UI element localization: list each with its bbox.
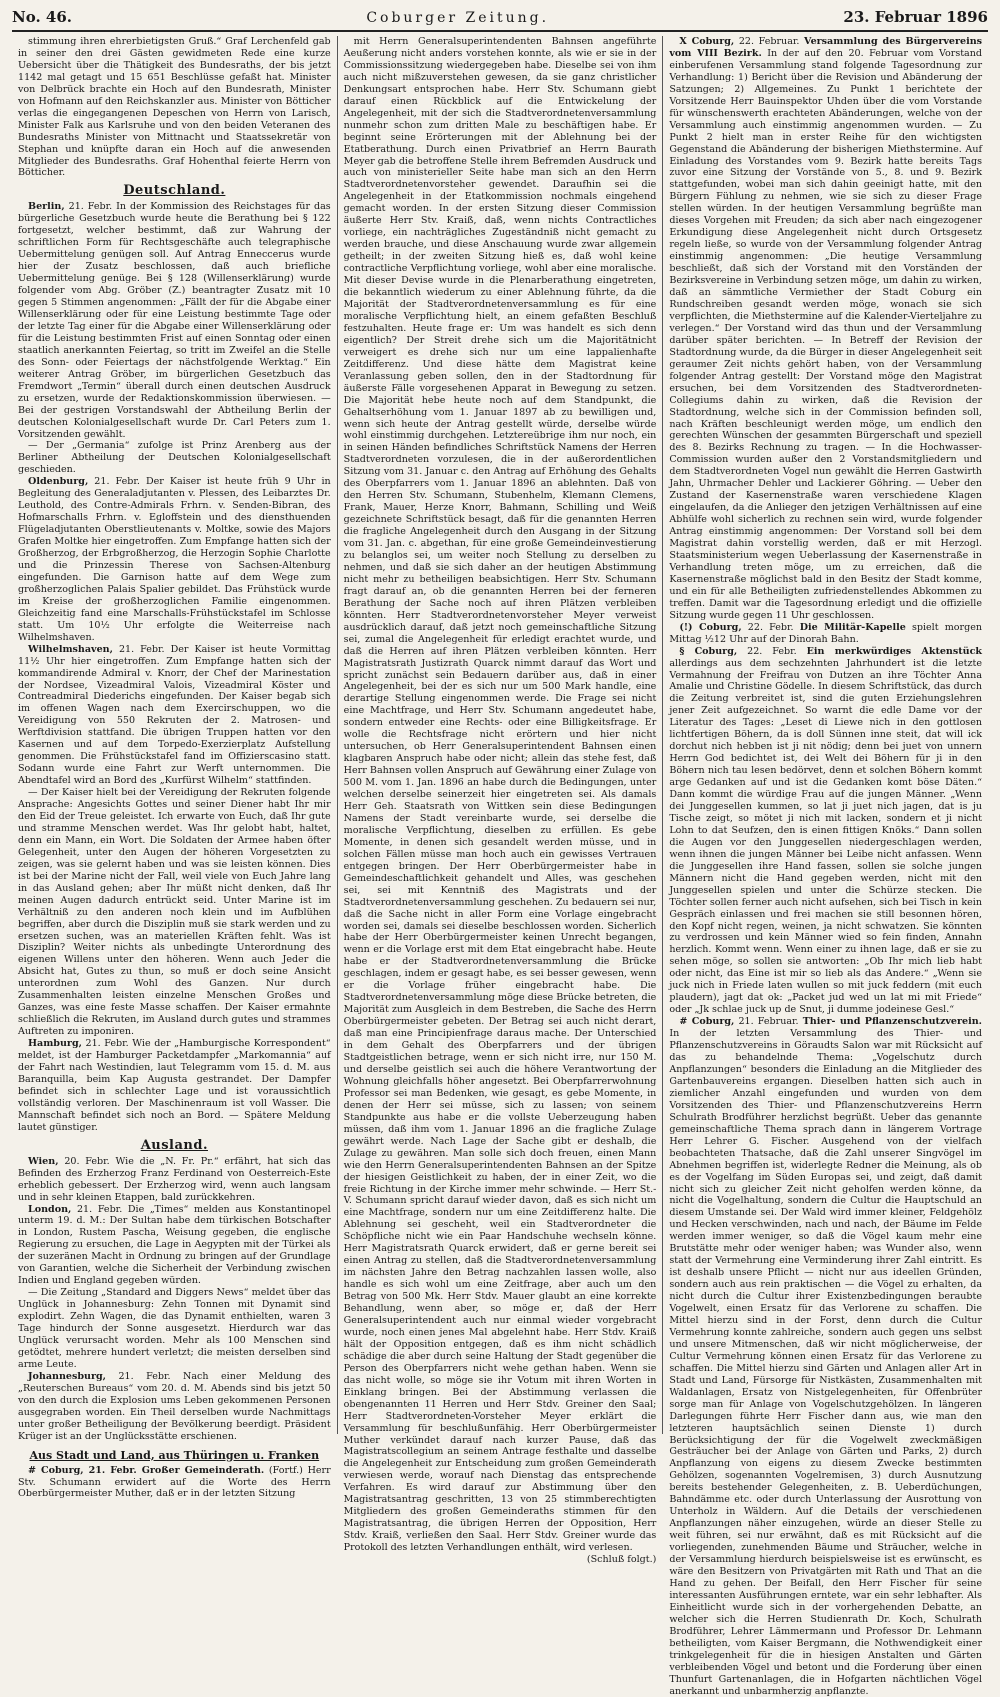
masthead	[12, 8, 988, 32]
paragraph: # Coburg, 21. Febr. Großer Gemeinderath. (Fortf.) Herr Stv. Schumann erwidert auf die Worte des Herrn Oberbürgermeister Muther, daß er in der letzten Sitzung	[18, 1464, 331, 1500]
dateline: (!) Coburg,	[679, 621, 742, 633]
paragraph: # Coburg, 21. Februar. Thier- und Pflanzenschutzverein. In der letzten Versammlung des Thier- und Pflanzenschutzvereins in Göraudts Salon war mit Rücksicht auf das zu behandelnde Thema: „Vogelschutz durch Anpflanzungen“ besonders die Einladung an die Mitglieder des Gartenbauvereins ergangen. Dieselben hatten sich auch in ziemlicher Anzahl eingefunden und wurden von dem Vorsitzenden des Thier- und Pflanzenschutzvereins Herrn Schulrath Brodführer herzlichst begrüßt. Ueber das genannte gemeinschaftliche Thema sprach dann in längerem Vortrage Herr Lehrer G. Fischer. Ausgehend von der vielfach beobachteten Thatsache, daß die Zahl unserer Singvögel im Abnehmen begriffen ist, widerlegte Redner die Meinung, als ob es der Vogelfang im Süden Europas sei, und zeigt, daß damit nicht sich zu gleicher Zeit nicht geholfen werden könne, da nicht die Vogelhaltung, sondern die Cultur die Hauptschuld an diesem Umstande sei. Der Wald wird immer kleiner, Feldgehölz und Hecken verschwinden, nach und nach, der Bäume im Felde werden immer weniger, so daß die Vögel kaum mehr eine Brutstätte mehr oder weniger haben; was Wunder also, wenn statt der Vermehrung eine Verminderung ihrer Zahl eintritt. Es ist deshalb unsere Pflicht — nicht nur aus ideellen Gründen, sondern auch aus rein praktischen — die Vögel zu erhalten, da nicht durch die Cultur ihrer Existenzbedingungen beraubte Vogelwelt, einen Ersatz für das Verlorene zu schaffen. Die Mittel hierzu sind in der Forst, denn durch die Cultur Vermehrung konnte zahlreiche, sondern auch gegen uns selbst und unsere Mitmenschen, daß wir nicht möglicherweise, der Cultur Vermehrung können einen Ersatz für das Verlorene zu schaffen. Die Mittel hierzu sind Gärten und Anlagen aller Art in Stadt und Land, Fürsorge für Nistkästen, Zusammenhalten mit Waldanlagen, Ersatz von Nistgelegenheiten, für Offenbrüter sorge man für Anlage von Vogelschutzgehölzen. In längeren Darlegungen führte Herr Fischer dann aus, wie man den letzteren hauptsächlich seinen Dienste 1) durch Berücksichtigung der für die Vogelwelt zweckmäßigen Gesträucher bei der Anlage von Gärten und Parks, 2) durch Anpflanzung von eigens zu diesem Zwecke bestimmten Gehölzen, sogenannten Vogelremisen, 3) durch Ausnutzung bereits bestehender Gelegenheiten, z. B. Ueberdüchungen, Bahndämme etc. oder durch Unterlassung der Ausrottung von Unterholz in Wäldern. Auf die Details der verschiedenen Anpflanzungen näher einzugehen, würde an dieser Stelle zu weit führen, sei nur erwähnt, daß es mit Rücksicht auf die vorliegenden, zunehmenden Bäume und Sträucher, welche in der Versammlung hierdurch beispielsweise ist es erwünscht, es wäre den Besitzern von Privatgärten mit Rath und That an die Hand zu gehen. Der Beifall, den Herr Fischer für seine interessanten Ausführungen erntete, war ein sehr lebhafter. Als Einheitlicht wurde sich in der vorhergehenden Debatte, an welcher sich die Herren Studienrath Dr. Koch, Schulrath Brodführer, Lehrer Lämmermann und Professor Dr. Lehmann betheiligten, vom Kaiser Bergmann, die Nothwendigkeit einer trinkgelegenheit für die in hiesigen Anstalten und Gärten verbleibenden Vögel und betont und die Forderung über einen Thunfurt Gartenanlagen, die in Hofgarten nächtlichen Vögel anerkannt und unbarmherzig anpflanzte.	[669, 1016, 983, 1697]
paragraph: London, 21. Febr. Die „Times“ melden aus Konstantinopel unterm 19. d. M.: Der Sultan habe dem türkischen Botschafter in London, Rustem Pascha, Weisung gegeben, die englische Regierung zu ersuchen, die Lage in Aegypten mit der Türkei als der suzeränen Macht in Ordnung zu bringen auf der Grundlage von Garantien, welche die Sicherheit der Verbindung zwischen Indien und England gegeben würden.	[18, 1203, 331, 1287]
dateline: # Coburg, 21. Febr. Großer Gemeinderath.	[28, 1464, 265, 1476]
paragraph: Wilhelmshaven, 21. Febr. Der Kaiser ist heute Vormittag 11½ Uhr hier eingetroffen. Zum Empfange hatten sich der kommandirende Admiral v. Knorr, der Chef der Marinestation der Nordsee, Vizeadmiral Valois, Vizeadmiral Köster und Contreadmiral Diederichs eingefunden. Der Kaiser begab sich im offenen Wagen nach dem Exercirschuppen, wo die Vereidigung von 550 Rekruten der 2. Matrosen- und Werftdivision stattfand. Die übrigen Truppen hatten vor den Kasernen und auf dem Torpedo-Exerzierplatz Aufstellung genommen. Die Frühstückstafel fand im Offizierscasino statt. Sodann wurde eine Fahrt zur Werft unternommen. Die Abendtafel wird an Bord des „Kurfürst Wilhelm“ stattfinden.	[18, 643, 331, 787]
article-title: Versammlung des Bürgervereins vom VIII Bezirk.	[669, 36, 983, 59]
paragraph: Oldenburg, 21. Febr. Der Kaiser ist heute früh 9 Uhr in Begleitung des Generaladjutanten v. Plessen, des Leibarztes Dr. Leuthold, des Contre-Admirals Frhrn. v. Senden-Bibran, des Hofmarschalls Frhrn. v. Egloffstein und des diensthuenden Flügeladjutanten Oberstlieutenants v. Moltke, sowie des Majors Grafen Moltke hier eingetroffen. Zum Empfange hatten sich der Großherzog, der Erbgroßherzog, die Herzogin Sophie Charlotte und die Prinzessin Therese von Sachsen-Altenburg eingefunden. Die Garnison hatte auf dem Wege zum großherzoglichen Palais Spalier gebildet. Das Frühstück wurde im Kreise der großherzoglichen Familie eingenommen. Gleichzeitig fand eine Marschalls-Frühstückstafel im Schlosse statt. Um 10½ Uhr erfolgte die Weiterreise nach Wilhelmshaven.	[18, 476, 331, 643]
dateline: # Coburg,	[679, 1016, 735, 1028]
dateline: Wien,	[28, 1155, 59, 1167]
dateline: § Coburg,	[679, 645, 738, 657]
paragraph: — Die Zeitung „Standard and Diggers News“ meldet über das Unglück in Johannesburg: Zehn Tonnen mit Dynamit sind explodirt. Zehn Wagen, die das Dynamit enthielten, waren 3 Tage hindurch der Sonne ausgesetzt. Hierdurch war das Unglück verursacht worden. Mehr als 100 Menschen sind getödtet, mehrere hundert verletzt; die meisten derselben sind arme Leute.	[18, 1287, 331, 1370]
section-heading-deutschland: Deutschland.	[123, 183, 226, 199]
dateline: Hamburg,	[28, 1038, 82, 1050]
article-title: Die Militär-Kapelle	[799, 621, 906, 633]
page-number: No. 46.	[12, 8, 72, 26]
paragraph: (!) Coburg, 22. Febr. Die Militär-Kapelle spielt morgen Mittag ½12 Uhr auf der Dinorah Bahn.	[669, 621, 983, 645]
dateline: Berlin,	[28, 201, 65, 213]
dateline: Johannesburg,	[28, 1370, 106, 1382]
dateline: Wilhelmshaven,	[28, 643, 113, 655]
continuation-note: (Schluß folgt.)	[586, 1554, 657, 1566]
paragraph: X Coburg, 22. Februar. Versammlung des Bürgervereins vom VIII Bezirk. In der auf den 20. Februar vom Vorstand einberufenen Versammlung stand folgende Tagesordnung zur Verhandlung: 1) Bericht über die Revision und Abänderung der Satzungen; 2) Allgemeines. Zu Punkt 1 berichtete der Vorsitzende Herr Bauinspektor Uhden über die vom Vorstande für wünschenswerth erachteten Abänderungen, welche von der Versammlung auch einstimmig angenommen wurden. — Zu Punkt 2 hielt man in erster Reihe für den wichtigsten Gegenstand die Abänderung der bisherigen Miethstermine. Auf Einladung des Vorstandes vom 9. Bezirk hatte bereits Tags zuvor eine Sitzung der Vorstände von 5., 8. und 9. Bezirk stattgefunden, wobei man sich dahin geeinigt hatte, mit den Bürgern Fühlung zu nehmen, wie sie sich zu dieser Frage stellen würden. In der heutigen Versammlung begrüßte man dieses Vorgehen mit Freuden; da sich aber nach eingezogener Erkundigung diese Angelegenheit nicht durch Ortsgesetz regeln ließe, so wurde von der Versammlung folgender Antrag einstimmig angenommen: „Die heutige Versammlung beschließt, daß sich der Vorstand mit den Vorständen der Bezirksvereine in Verbindung setzen möge, um dahin zu wirken, daß an sämmtliche Vermiether der Stadt Coburg ein Rundschreiben gesandt werden möge, wonach sie sich verpflichten, die Miethstermine auf die Kalender-Vierteljahre zu verlegen.“ Der Vorstand wird das thun und der Versammlung darüber später berichten. — In Betreff der Revision der Stadtordnung wurde, da die Bürger in dieser Angelegenheit seit geraumer Zeit nichts gehört haben, von der Versammlung folgender Antrag gestellt: Der Vorstand möge den Magistrat ersuchen, bei dem Vorsitzenden des Stadtverordneten-Collegiums dahin zu wirken, daß die Revision der Stadtordnung, welche sich in der Commission befinden soll, nach Kräften beschleunigt werden möge, um endlich den gerechten Wünschen der gesammten Bürgerschaft und speziell des 8. Bezirks Rechnung zu tragen. — In die Hochwasser-Commission wurden außer den 2 Vorstandsmitgliedern und dem Stadtverordneten Vogel nun gewählt die Herren Gastwirth Jahn, Uhrmacher Dehler und Lackierer Göhring. — Ueber den Zustand der Kasernenstraße waren verschiedene Klagen eingelaufen, da die Anlieger den jetzigen Verhältnissen auf eine Abhülfe wohl sicherlich zu rechnen sein wird, wurde folgender Antrag einstimmig angenommen: Der Vorstand soll bei dem Magistrat dahin vorstellig werden, daß er mit Herzogl. Staatsministerium wegen Ueberlassung der Kasernenstraße in Verhandlung treten möge, um zu erreichen, daß die Kasernenstraße möglichst bald in den Besitz der Stadt komme, und ein für alle Betheiligten zufriedenstellendes Abkommen zu treffen. Damit war die Tagesordnung erledigt und die offizielle Sitzung wurde gegen 11 Uhr geschlossen.	[669, 36, 983, 621]
paragraph: Johannesburg, 21. Febr. Nach einer Meldung des „Reuterschen Bureaus“ vom 20. d. M. Abends sind bis jetzt 50 von den durch die Explosion ums Leben gekommenen Personen ausgegraben worden. Ein Theil derselben wurde Nachmittags unter großer Betheiligung der Bevölkerung beerdigt. Präsident Krüger ist an der Unglücksstätte erschienen.	[18, 1370, 331, 1442]
issue-date: 23. Februar 1896	[843, 8, 988, 26]
column-3	[662, 36, 988, 1697]
paragraph: Hamburg, 21. Febr. Wie der „Hamburgische Korrespondent“ meldet, ist der Hamburger Packetdampfer „Markomannia“ auf der Fahrt nach Westindien, laut Telegramm vom 15. d. M. aus Baranquilla, beim Kap Augusta gestrandet. Der Dampfer befindet sich in schlechter Lage und ist voraussichtlich vollständig verloren. Der Maschinenraum ist voll Wasser. Die Mannschaft befindet sich noch an Bord. — Spätere Meldung lautet günstiger.	[18, 1038, 331, 1133]
paragraph: Wien, 20. Febr. Wie die „N. Fr. Pr.“ erfährt, hat sich das Befinden des Erzherzog Franz Ferdinand von Oesterreich-Este erheblich gebessert. Der Erzherzog wird, wenn auch langsam und in sehr kleinen Etappen, bald zurückkehren.	[18, 1155, 331, 1203]
newspaper-title: Coburger Zeitung.	[366, 10, 550, 26]
paragraph: Berlin, 21. Febr. In der Kommission des Reichstages für das bürgerliche Gesetzbuch wurde heute die Berathung bei § 122 fortgesetzt, welcher bestimmt, daß zur Wahrung der schriftlichen Form für Rechtsgeschäfte auch telegraphische Uebermittelung genügen soll. Auf Antrag Enneccerus wurde hier der Zusatz beschlossen, daß auch briefliche Uebermittelung genüge. Bei § 128 (Willenserklärung) wurde folgender vom Abg. Gröber (Z.) beantragter Zusatz mit 10 gegen 5 Stimmen angenommen: „Fällt der für die Abgabe einer Willenserklärung oder für eine Leistung bestimmte Tage oder der letzte Tag einer für die Abgabe einer Willenserklärung oder für die Leistung bestimmten Frist auf einen Sonntag oder einen staatlich anerkannten Feiertag, so tritt im Zweifel an die Stelle des Sonn- oder Feiertags der nächstfolgende Werktag.“ Ein weiterer Antrag Gröber, im bürgerlichen Gesetzbuch das Fremdwort „Termin“ überall durch einen deutschen Ausdruck zu ersetzen, wurde der Redaktionskommission überwiesen. — Bei der gestrigen Vorstandswahl der Abtheilung Berlin der deutschen Kolonialgesellschaft wurde Dr. Carl Peters zum 1. Vorsitzenden gewählt.	[18, 201, 331, 440]
article-title: Thier- und Pflanzenschutzverein.	[802, 1016, 983, 1028]
article-title: Ein merkwürdiges Aktenstück	[806, 645, 983, 657]
paragraph: — Der „Germania“ zufolge ist Prinz Arenberg aus der Berliner Abtheilung der Deutschen Kolonialgesellschaft geschieden.	[18, 440, 331, 476]
column-1	[12, 36, 337, 1500]
paragraph: stimmung ihren ehrerbietigsten Gruß.“ Graf Lerchenfeld gab in seiner den drei Gästen gewidmeten Rede eine kurze Uebersicht über die Thätigkeit des Bundesraths, der bis jetzt 1142 mal getagt und 15 651 Beschlüsse gefaßt hat. Minister von Delbrück brachte ein Hoch auf den Bundesrath, Minister von Hofmann auf den Reichskanzler aus. Minister von Bötticher verlas die eingegangenen Depeschen von Herrn von Larisch, Minister Falk aus Karlsruhe und von den beiden Veteranen des Bundesraths Minister von Mittnacht und Staatssekretär von Stephan und knüpfte daran ein Hoch auf die anwesenden Mitglieder des Bundesraths. Graf Hohenthal feierte Herrn von Bötticher.	[18, 36, 331, 179]
dateline: London,	[28, 1203, 72, 1215]
paragraph: § Coburg, 22. Febr. Ein merkwürdiges Aktenstück allerdings aus dem sechzehnten Jahrhundert ist die letzte Vermahnung der Freifrau von Dutzen an ihre Töchter Anna Amalie und Christine Gödelle. In diesem Schriftstück, das durch die Zeitung verbreitet ist, sind die guten Erziehungslehren jener Zeit aufgezeichnet. So warnt die edle Dame vor der Literatur des Tages: „Leset di Liewe nich in den gottlosen lichtfertigen Böhern, da is doll Sünnen inne steit, dat will ick dorchut nich hebben ist ji nit nödig; denn bei juet von unnern Herrn God bedichtet ist, dei Welt dei Böhern für ji in den Böhern nich tau lesen bedörvet, denn et solchen Böhern kommt arge Gedanken auf und ist die Gedanken komt böse Däten.“ Dann kommt die würdige Frau auf die jungen Männer. „Wenn dei Junggesellen kummen, so lat ji juet nich jagen, dat is ju Tische zeigt, so mötet ji nich mit lacken, sondern et ji nicht Lohn to dat Seufzen, den is einen fittigen Knöks.“ Dann sollen die Augen vor den Junggesellen niedergeschlagen werden, wenn ihnen die jungen Männer bei Leibe nicht anfassen. Wenn die Junggesellen ihre Hand fassen, sollen sie solche jungen Männern nicht die Hand gegeben werden, nicht mit den Junggesellen spielen und unter die Schürze stecken. Die Töchter sollen ferner auch nicht aufsehen, sich bei Tisch in kein Gespräch einlassen und frei machen sie still besonnen hören, den Kopf nicht regen, weinen, ja nicht schwatzen. Sie könnten zu verdrossen und kein Männer wied so fein finden, Annahn herzlich. Kommt wenn. Wenn einer zu ihnen lage, daß er sie zu sehen möge, so sollen sie antworten: „Ob Ihr mich lieb habt oder nicht, das Eine ist mir so lieb als das Andere.“ „Wenn sie juck nich in Friede laten wullen so mit juck feddern (mit euch plaudern), jagt dat ok: „Packet jud wed un lat mi mit Friede“ oder „Jk schlae juck up de Snut, ji dumme jodeinese Gesl.“	[669, 645, 983, 1016]
dateline: Oldenburg,	[28, 476, 89, 488]
dateline: X Coburg,	[679, 36, 735, 47]
column-2	[337, 36, 663, 1566]
paragraph: — Der Kaiser hielt bei der Vereidigung der Rekruten folgende Ansprache: Angesichts Gottes und seiner Diener habt Ihr mir den Eid der Treue geleistet. Ich erwarte von Euch, daß Ihr gute und stramme Menschen werdet. Was Ihr gelobt habt, haltet, denn ein Mann, ein Wort. Die Soldaten der Armee haben öfter Gelegenheit, unter den Augen der höheren Vorgesetzten zu zeigen, was sie gelernt haben und was sie leisten können. Dies ist bei der Marine nicht der Fall, weil viele von Euch Jahre lang in das Ausland gehen; aber Ihr müßt nicht denken, daß Ihr meinen Augen dadurch entrückt seid. Unter Marine ist im Verhältniß zu den anderen noch klein und im Aufblühen begriffen, aber durch die Disziplin muß sie stark werden und zu ersetzen suchen, was an materiellen Kräften fehlt. Was ist Disziplin? Weiter nichts als unbedingte Unterordnung des eigenen Willens unter den höheren. Wenn auch Jeder die Absicht hat, Gutes zu thun, so muß er doch seine Ansicht unterordnen zum Wohl des Ganzen. Nur durch Zusammenhalten leisten einzelne Menschen Großes und Ganzes, was eine feste Masse schaffen. Der Kaiser ermahnte schließlich die Rekruten, im Ausland durch gutes und strammes Auftreten zu imponiren.	[18, 787, 331, 1038]
paragraph: mit Herrn Generalsuperintendenten Bahnsen angeführte Aeußerung nicht anders vorstehen konnte, als wie er sie in der Commissionssitzung wiedergegeben habe. Dieselbe sei von ihm auch nicht mißzuverstehen gewesen, da sie ganz christlicher Denkungsart entsprochen habe. Herr Stv. Schumann giebt darauf einen Rückblick auf die Entwickelung der Angelegenheit, mit der sich die Stadtverordnetenversammlung nunmehr schon zum dritten Male zu beschäftigen habe. Er beginnt seine Erörterungen mit der Ablehnung bei der Etatberathung. Durch einen Privatbrief an Herrn Baurath Meyer gab die betroffene Stelle ihrem Befremden Ausdruck und auch von ministerieller Seite habe man sich an den Herrn Stadtverordnetenvorsteher gewendet. Daraufhin sei die Angelegenheit in der Etatkommission nochmals eingehend gemacht worden. In der ersten Sitzung dieser Commission äußerte Herr Stv. Kraiß, daß, wenn nichts Contractliches vorliege, ein nachträgliches Zugeständniß nicht gemacht zu werden brauche, und diese Anschauung wurde zwar allgemein getheilt; in der zweiten Sitzung hieß es, daß wohl keine contractliche Verpflichtung vorliege, wohl aber eine moralische. Mit dieser Devise wurde in die Plenarberathung eingetreten, die bekanntlich wiederum zu einer Ablehnung führte, da die Majorität der Stadtverordnetenversammlung es für eine moralische Verpflichtung hielt, an einem gefaßten Beschluß festzuhalten. Heute frage er: Um was handelt es sich denn eigentlich? Der Streit drehe sich um die Majoritätnicht verweigert es drehe sich nur um eine lappalienhafte Zeitdifferenz. Und diese hätte dem Magistrat keine Veranlassung geben sollen, den in der Stadtordnung für äußerste Fälle vorgesehenen Apparat in Bewegung zu setzen. Die Majorität hebe heute noch auf dem Standpunkt, die Gehaltserhöhung vom 1. Januar 1897 ab zu bewilligen und, wenn sich heute der Antrag gestellt würde, derselbe würde wohl einstimmig durchgehen. Letztereübrige ihm nur noch, ein in seinen Händen befindliches Schriftstück Namens der Herren Stadtverordneten vorzulesen, die in der außerordentlichen Sitzung vom 31. Januar c. den Antrag auf Erhöhung des Gehalts des Oberpfarrers vom 1. Januar 1896 an ablehnten. Daß von den Herren Stv. Schumann, Stubenhelm, Klemann Clemens, Frank, Mauer, Herze Knorr, Bahmann, Schilling und Weiß gezeichnete Schriftstück besagt, daß für die genannten Herren die fragliche Angelegenheit durch den Ausgang in der Sitzung vom 31. Jan. c. abgethan, für eine große Gemeindeinvestierung zu belanglos sei, um weiter noch Stellung zu derselben zu nehmen, und daß sie sich daher an der heutigen Abstimmung nicht mehr zu betheiligen beabsichtigen. Herr Stv. Schumann fragt darauf an, ob die genannten Herren bei der ferneren Berathung der Sache noch auf ihren Plätzen verbleiben könnten. Herr Stadtverordnetenvorsteher Meyer verweist ausdrücklich darauf, daß jetzt noch gemeinschaftliche Sitzung sei, zumal die Angelegenheit für erledigt erachtet wurde, und daß die Herren auf ihren Plätzen verbleiben könnten. Herr Magistratsrath Justizrath Quarck nimmt darauf das Wort und spricht zunächst sein Bedauern darüber aus, daß in einer Angelegenheit, bei der es sich nur um 500 Mark handle, eine derartige Stellung eingenommen werde. Die Frage sei nicht eine Machtfrage, und Herr Stv. Schumann angedeutet habe, sondern entweder eine Rechts- oder eine Billigkeitsfrage. Er wolle die Rechtsfrage nicht erörtern und hier nicht untersuchen, ob Herr Generalsuperintendent Bahnsen einen klagbaren Anspruch habe oder nicht; allein das stehe fest, daß Herr Bahnsen vollen Anspruch auf Gewährung einer Zulage von 500 M. vom 1. Jan. 1896 an habe durch die Bedingungen, unter welchen derselbe seinerzeit hier eingetreten sei. Als damals Herr Geh. Staatsrath von Wittken sein diese Bedingungen Namens der Stadt vereinbarte wurde, sei derselbe die moralische Verpflichtung, dieselben zu erfüllen. Es gebe Momente, in denen sich gesandelt werden müsse, und in solchen Fällen müsse man hoch auch ein gewisses Vertrauen entgegen bringen. Der Herr Oberbürgermeister habe in Gemeindeschaftlichkeit gehandelt und Alles, was geschehen sei, sei mit Kenntniß des Magistrats und der Stadtverordnetenversammlung geschehen. Zu bedauern sei nur, daß die Sache nicht in aller Form eine Vorlage eingebracht worden sei, damals sei dieselbe beschlossen worden. Sicherlich habe der Herr Oberbürgermeister keinen Unrecht begangen, wenn er die Vorlage erst mit dem Etat eingebracht habe. Heute habe er der Stadtverordnetenversammlung die Brücke geschlagen, indem er gesagt habe, es sei besser gewesen, wenn er die Vorlage früher eingebracht habe. Die Stadtverordnetenversammlung möge diese Brücke betreten, die Majorität zum Ausgleich in dem Bestreben, die Sache des Herrn Oberbürgermeister gebeten. Der Betrag sei auch nicht derart, daß man eine Principienfrage daraus mache. Der Unterschied in dem Gehalt des Oberpfarrers und der übrigen Stadtgeistlichen betrage, wenn er sich nicht irre, nur 150 M. und derselbe geistlich sei auch die höhere Verantwortung der Wohnung gleichfalls höher angesetzt. Bei Oberpfarrerwohnung Professor sei man Bedenken, wie gesagt, es gebe Momente, in denen der Herr sei müsse, sich zu lassen; von seinem Standpunkte aus habe er die vollste Ueberzeugung haben müssen, daß ihm vom 1. Januar 1896 an die fragliche Zulage gewährt werde. Nach Lage der Sache gibt er deshalb, die Zulage zu gewähren. Man solle sich doch freuen, einen Mann wie den Herrn Generalsuperintendenten Bahnsen an der Spitze der hiesigen Geistlichkeit zu haben, der in einer Zeit, wo die freie Richtung in der Kirche immer mehr schwinde. — Herr St.-V. Schumann spricht darauf wieder davon, daß es sich nicht um eine Machtfrage, sondern nur um eine Zeitdifferenz halte. Die Ablehnung sei gescheht, weil ein Stadtverordneter die Schöpfliche nicht wie ein Paar Handschuhe wechseln könne. Herr Magistratsrath Quarck erwidert, daß er gerne bereit sei einen Antrag zu stellen, daß die Stadtverordnetenversammlung im nächsten Jahre den Betrag nachzahlen lassen wolle, also handle es sich wohl um eine Zeitfrage, aber auch um den Betrag von 500 Mk. Herr Stdv. Mauer glaubt an eine korrekte Behandlung, wenn aber, so möge er, daß der Herr Generalsuperintendent auch nur einmal wieder vorgebracht wurde, noch einen jenes Mal abgelehnt habe. Herr Stdv. Kraiß hält der Opposition entgegen, daß es ihm nicht schädlich schädige die aber durch seine Haltung der Stadt gegenüber die Person des Oberpfarrers nicht wehe gethan haben. Wenn sie das nicht wolle, so möge sie ihr Votum mit ihren Worten in Einklang bringen. Bei der Abstimmung verlassen die obengenannten 11 Herren und Herr Stdv. Greiner den Saal; Herr Stadtverordneten-Vorsteher Meyer erklärt die Versammlung für beschlußunfähig. Herr Oberbürgermeister Muther verkündet darauf nach kurzer Pause, daß das Magistratscollegium an seinem Antrage festhalte und dasselbe die Angelegenheit zur Entscheidung zum großen Gemeinderath verwiesen werde, worauf nach Dienstag das entsprechende Verfahren. Es wird darauf zur Abstimmung über den Magistratsantrag geschritten, 13 von 25 stimmberechtigten Mitgliedern des großen Gemeinderaths stimmen für den Magistratsantrag, die übrigen Herren der Opposition, Herr Stdv. Kraiß, verließen den Saal. Herr Stdv. Greiner wurde das Protokoll des letzten Verhandlungen enthält, wird verlesen.	[343, 36, 657, 1554]
section-heading-ausland: Ausland.	[140, 1137, 208, 1153]
section-heading-stadt-land: Aus Stadt und Land, aus Thüringen u. Franken	[29, 1448, 320, 1462]
columns	[12, 36, 988, 1697]
